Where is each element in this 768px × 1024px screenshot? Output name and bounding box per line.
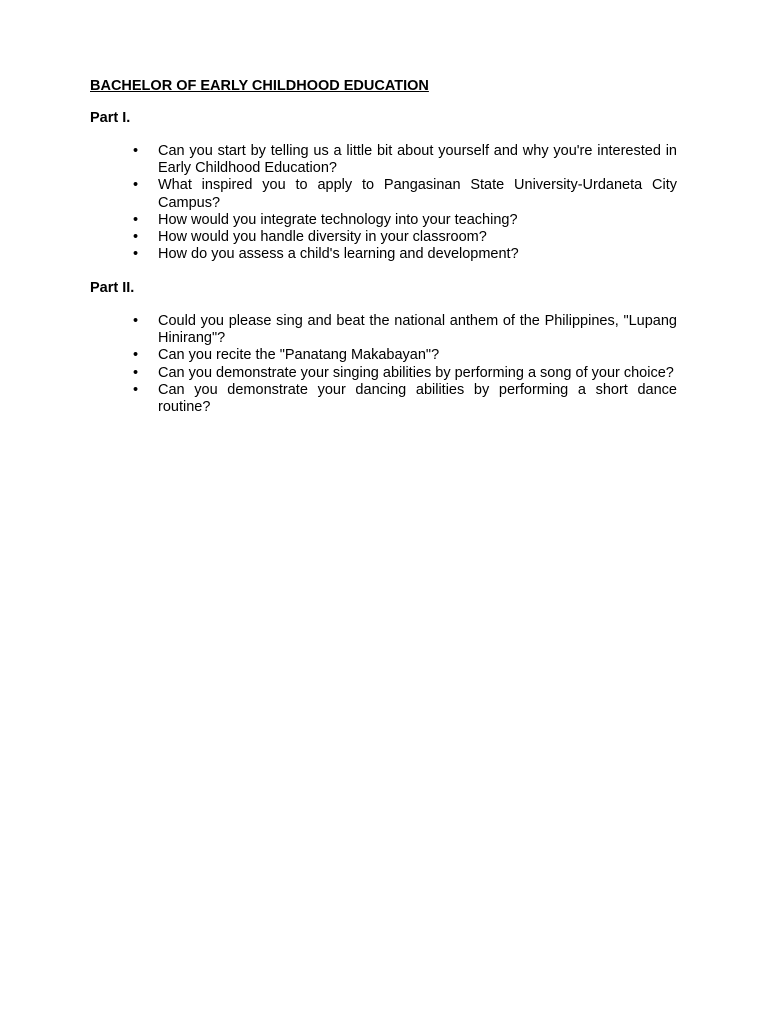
list-item bbox=[0, 382, 768, 416]
bullet-icon: • bbox=[133, 347, 139, 364]
bullet-icon: • bbox=[133, 177, 139, 194]
part-1-heading: Part I. bbox=[90, 110, 131, 126]
bullet-icon: • bbox=[133, 143, 139, 159]
list-item bbox=[0, 365, 768, 382]
bullet-icon: • bbox=[133, 313, 139, 329]
question-text: Can you start by telling us a little bit about yourself and why you're interested in Early Childhood Education? bbox=[158, 143, 677, 177]
question-text: How would you integrate technology into your teaching? bbox=[158, 211, 518, 228]
list-item bbox=[0, 229, 768, 246]
list-item bbox=[0, 177, 768, 211]
question-text: Could you please sing and beat the national anthem of the Philippines, "Lupang Hinirang"? bbox=[158, 313, 677, 347]
bullet-icon: • bbox=[133, 364, 139, 381]
part-2-question-list bbox=[0, 313, 768, 416]
bullet-icon: • bbox=[133, 381, 139, 398]
list-item bbox=[0, 347, 768, 364]
question-text: How would you handle diversity in your classroom? bbox=[158, 229, 487, 246]
list-item bbox=[0, 313, 768, 347]
question-text: How do you assess a child's learning and development? bbox=[158, 246, 519, 263]
list-item bbox=[0, 143, 768, 177]
question-text: Can you demonstrate your dancing abilities by performing a short dance routine? bbox=[158, 381, 677, 416]
question-text: What inspired you to apply to Pangasinan State University-Urdaneta City Campus? bbox=[158, 177, 677, 211]
question-text: Can you recite the "Panatang Makabayan"? bbox=[158, 347, 440, 364]
part-1-question-list bbox=[0, 143, 768, 263]
bullet-icon: • bbox=[133, 246, 139, 263]
list-item bbox=[0, 246, 768, 263]
question-text: Can you demonstrate your singing abilities by performing a song of your choice? bbox=[158, 364, 674, 381]
bullet-icon: • bbox=[133, 229, 139, 246]
document-title: BACHELOR OF EARLY CHILDHOOD EDUCATION bbox=[90, 78, 429, 94]
list-item bbox=[0, 212, 768, 229]
bullet-icon: • bbox=[133, 211, 139, 228]
part-2-heading: Part II. bbox=[90, 280, 135, 296]
